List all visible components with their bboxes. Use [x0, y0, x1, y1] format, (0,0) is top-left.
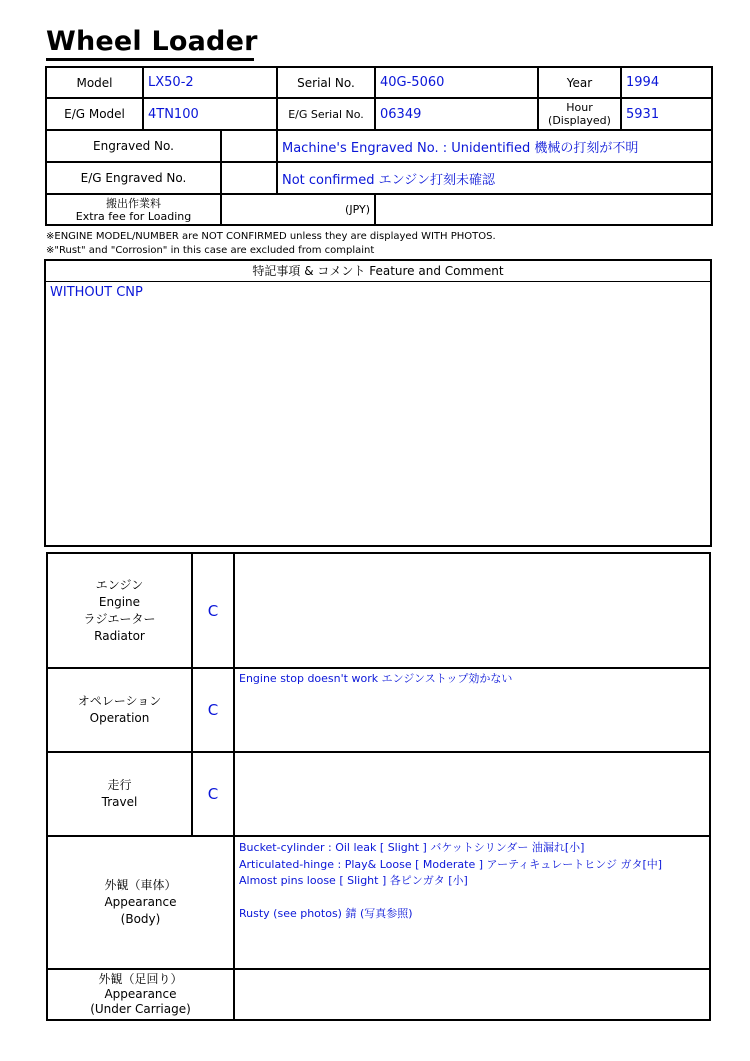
- travel-comments: [234, 752, 710, 836]
- hour-label-line2: (Displayed): [548, 114, 611, 127]
- eval-row-appearance-under: [47, 969, 710, 1020]
- fee-value: [375, 194, 712, 225]
- travel-category: [47, 752, 192, 836]
- hour-value: 5931: [621, 98, 712, 130]
- serial-label: Serial No.: [277, 67, 375, 98]
- comment-header: 特記事項 & コメント Feature and Comment: [46, 261, 710, 282]
- year-label: Year: [538, 67, 621, 98]
- appearance-body-comments: [234, 836, 710, 969]
- operation-grade: C: [192, 668, 234, 752]
- fee-label: [46, 194, 221, 225]
- eg-serial-label: E/G Serial No.: [277, 98, 375, 130]
- operation-label-en: Operation: [89, 711, 150, 725]
- page-title: Wheel Loader: [46, 26, 258, 57]
- engraved-spacer: [221, 130, 277, 162]
- comment-line: Bucket-cylinder : Oil leak [ Slight ] バケットシリンダー 油漏れ[小]: [239, 841, 585, 854]
- evaluation-table: [46, 552, 711, 1021]
- engine-comments: [234, 553, 710, 668]
- engine-label-en: Engine: [98, 594, 141, 609]
- machine-info-table: [45, 66, 713, 226]
- comment-box: [44, 259, 712, 547]
- comment-line: Rusty (see photos) 錆 (写真参照): [239, 907, 413, 920]
- engine-grade: C: [192, 553, 234, 668]
- model-label: Model: [46, 67, 143, 98]
- eg-model-label: E/G Model: [46, 98, 143, 130]
- appearance-under-comments: [234, 969, 710, 1020]
- title-underline: [46, 58, 254, 61]
- engine-label-jp: エンジン: [95, 577, 144, 592]
- engine-category: [47, 553, 192, 668]
- appearance-body-label-jp: 外観（車体）: [104, 878, 177, 892]
- operation-category: [47, 668, 192, 752]
- eg-engraved-value: Not confirmed エンジン打刻未確認: [277, 162, 712, 194]
- model-value: LX50-2: [143, 67, 277, 98]
- radiator-label-en: Radiator: [94, 628, 145, 643]
- appearance-body-label-en2: (Body): [120, 912, 161, 926]
- travel-grade: C: [192, 752, 234, 836]
- fee-label-line1: 搬出作業料: [106, 196, 161, 210]
- operation-comments: [234, 668, 710, 752]
- comment-line: [239, 890, 705, 907]
- eg-engraved-spacer: [221, 162, 277, 194]
- note-engine-confirmation: ※ENGINE MODEL/NUMBER are NOT CONFIRMED unless they are displayed WITH PHOTOS.: [46, 231, 496, 242]
- eval-row-operation: [47, 668, 710, 752]
- appearance-under-label-en2: (Under Carriage): [90, 1002, 191, 1016]
- serial-value: 40G-5060: [375, 67, 538, 98]
- fee-label-line2: Extra fee for Loading: [75, 209, 192, 223]
- hour-label: [538, 98, 621, 130]
- eval-row-engine: [47, 553, 710, 668]
- eg-serial-value: 06349: [375, 98, 538, 130]
- comment-line: Almost pins loose [ Slight ] 各ピンガタ [小]: [239, 874, 468, 887]
- engraved-value: Machine's Engraved No. : Unidentified 機械の打刻が不明: [277, 130, 712, 162]
- travel-label-jp: 走行: [107, 778, 132, 792]
- radiator-label-jp: ラジエーター: [83, 611, 156, 626]
- appearance-under-label-jp: 外観（足回り）: [98, 972, 183, 986]
- comment-line: Engine stop doesn't work エンジンストップ効かない: [239, 672, 513, 685]
- comment-line: Articulated-hinge : Play& Loose [ Moderate ] アーティキュレートヒンジ ガタ[中]: [239, 857, 663, 871]
- travel-label-en: Travel: [101, 795, 138, 809]
- appearance-under-category: [47, 969, 234, 1020]
- appearance-body-label-en: Appearance: [104, 895, 177, 909]
- year-value: 1994: [621, 67, 712, 98]
- operation-label-jp: オペレーション: [77, 694, 162, 708]
- eg-engraved-label: E/G Engraved No.: [46, 162, 221, 194]
- engraved-label: Engraved No.: [46, 130, 221, 162]
- eg-model-value: 4TN100: [143, 98, 277, 130]
- fee-unit: (JPY): [221, 194, 375, 225]
- eval-row-appearance-body: [47, 836, 710, 969]
- hour-label-line1: Hour: [566, 101, 593, 114]
- note-rust-exclusion: ※"Rust" and "Corrosion" in this case are excluded from complaint: [46, 245, 375, 256]
- appearance-under-label-en: Appearance: [104, 987, 177, 1001]
- comment-body: WITHOUT CNP: [50, 285, 143, 300]
- appearance-body-category: [47, 836, 234, 969]
- eval-row-travel: [47, 752, 710, 836]
